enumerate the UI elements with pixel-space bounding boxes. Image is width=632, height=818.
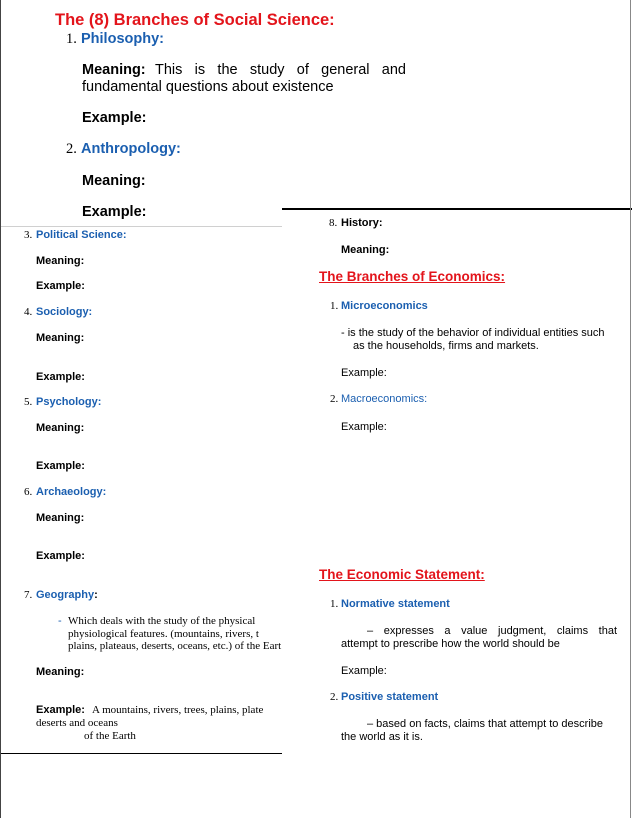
micro-desc: - is the study of the behavior of individual entities such [341,327,605,339]
history-heading: History: [341,217,383,229]
anthropology-example-label: Example: [82,204,147,220]
sociology-heading: Sociology: [36,306,93,318]
philosophy-meaning-text-2: fundamental questions about existence [82,79,334,95]
political-example-label: Example: [36,280,85,292]
archaeology-meaning-label: Meaning: [36,512,85,524]
normative-heading: Normative statement [341,598,450,610]
left-bottom-divider [0,753,282,754]
archaeology-number: 6. [24,486,33,498]
micro-example-label: Example: [341,367,387,379]
normative-desc-2: attempt to prescribe how the world should be [341,638,560,650]
positive-desc-2: the world as it is. [341,731,423,743]
geography-example-text: A mountains, rivers, trees, plains, plate [92,704,264,716]
archaeology-example-label: Example: [36,550,85,562]
normative-number: 1. [330,598,339,610]
geography-meaning-label: Meaning: [36,666,85,678]
geography-desc-text-3: plains, plateaus, deserts, oceans, etc.) of the Eart [68,640,282,652]
geography-number: 7. [24,589,33,601]
history-number: 8. [329,217,338,229]
page-title: The (8) Branches of Social Science: [55,11,335,29]
sociology-number: 4. [24,306,33,318]
micro-heading: Microeconomics [341,300,428,312]
philosophy-example-label: Example: [82,110,147,126]
economics-branches-title: The Branches of Economics: [319,269,506,284]
geography-desc-dash: - [58,615,62,627]
geography-desc-text-2: physiological features. (mountains, rivers, t [68,628,259,640]
geography-example-label: Example: [36,704,85,716]
political-number: 3. [24,229,33,241]
geography-example-text-3: of the Earth [84,730,136,742]
positive-number: 2. [330,691,339,703]
archaeology-heading: Archaeology: [36,486,107,498]
page-left-edge [0,0,1,818]
micro-number: 1. [330,300,339,312]
psychology-number: 5. [24,396,33,408]
macro-heading: Macroeconomics: [341,393,428,405]
economic-statement-title: The Economic Statement: [319,567,485,582]
geography-desc-text: Which deals with the study of the physical [68,615,256,627]
geography-heading-text: Geography [36,589,95,601]
psychology-meaning-label: Meaning: [36,422,85,434]
macro-example-label: Example: [341,421,387,433]
philosophy-meaning-text: This is the study of general and [155,62,406,78]
philosophy-number: 1. [66,31,77,47]
positive-desc: – based on facts, claims that attempt to describe [367,718,604,730]
political-heading: Political Science: [36,229,127,241]
philosophy-meaning-label: Meaning: [82,62,146,78]
sociology-example-label: Example: [36,371,85,383]
right-top-divider [282,208,632,210]
geography-example-text-2: deserts and oceans [36,717,118,729]
anthropology-meaning-label: Meaning: [82,173,146,189]
normative-desc: – expresses a value judgment, claims that [367,625,617,637]
psychology-example-label: Example: [36,460,85,472]
left-top-divider [0,226,282,227]
macro-number: 2. [330,393,339,405]
history-meaning-label: Meaning: [341,244,390,256]
normative-example-label: Example: [341,665,387,677]
philosophy-heading: Philosophy: [81,31,164,47]
political-meaning-label: Meaning: [36,255,85,267]
geography-heading-colon: : [94,589,98,601]
geography-heading [36,589,98,601]
anthropology-number: 2. [66,141,77,157]
sociology-meaning-label: Meaning: [36,332,85,344]
page-right-edge [630,0,631,818]
micro-desc-2: as the households, firms and markets. [353,340,539,352]
anthropology-heading: Anthropology: [81,141,181,157]
psychology-heading: Psychology: [36,396,102,408]
positive-heading: Positive statement [341,691,439,703]
